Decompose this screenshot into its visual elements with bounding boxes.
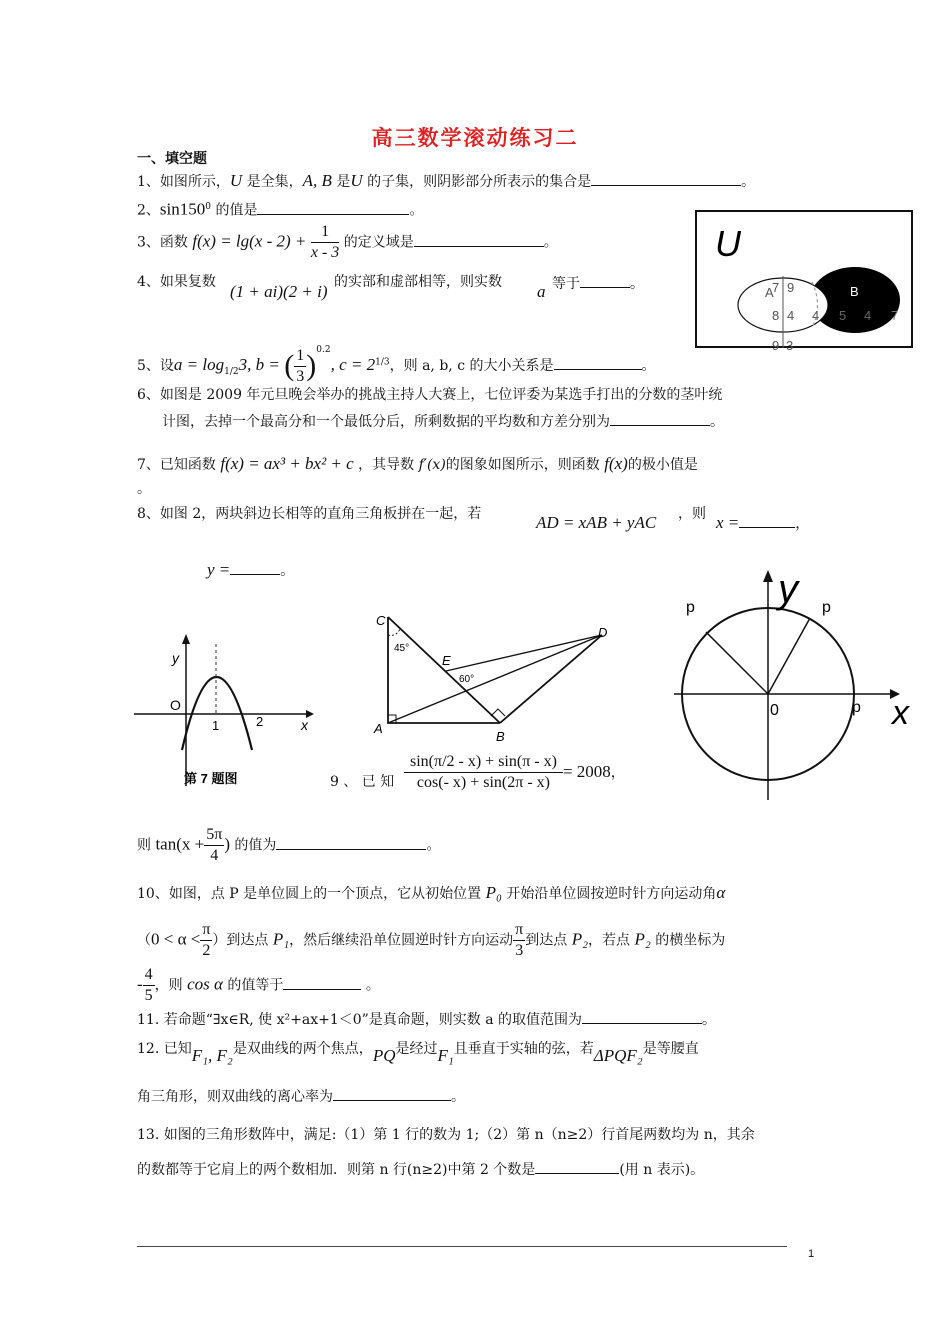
q12-triangle: ΔPQF₂ bbox=[593, 1046, 643, 1065]
q10-pnum: π bbox=[513, 920, 525, 941]
q10-alpha: α bbox=[716, 883, 726, 902]
q10-ineq: 0 < α < bbox=[151, 929, 201, 949]
q12-foci: F₁, F₂ bbox=[191, 1046, 233, 1065]
q13-line2 bbox=[137, 1158, 704, 1180]
q10-line2a: （ bbox=[137, 932, 151, 949]
q9-tan: tan(x + bbox=[155, 834, 205, 854]
q10-ineq-frac bbox=[200, 920, 212, 961]
q5-text-a: 5、设 bbox=[137, 358, 174, 374]
q13-line1: 13. 如图的三角形数阵中，满足:（1）第 1 行的数为 1;（2）第 n（n≥2）行首尾两数均为 n，其余 bbox=[137, 1127, 755, 1143]
q8-expr bbox=[536, 513, 656, 533]
q9-end: 。 bbox=[426, 837, 441, 854]
answer-blank[interactable] bbox=[610, 410, 710, 426]
q4-text-b: 的实部和虚部相等，则实数 bbox=[334, 274, 502, 290]
question-11 bbox=[137, 1008, 716, 1030]
fig8-60-label: 60° bbox=[459, 674, 475, 685]
answer-blank[interactable] bbox=[230, 559, 280, 575]
q7-text-a: 7、已知函数 bbox=[137, 457, 221, 473]
right-angle-b bbox=[491, 709, 505, 716]
q4-expr: (1 + ai)(2 + i) bbox=[230, 282, 328, 301]
leaf-5: 5 bbox=[839, 308, 847, 323]
fig8-d-label: D bbox=[598, 625, 608, 640]
q9-tan-frac bbox=[204, 825, 224, 866]
q10-neg: - bbox=[137, 974, 143, 994]
venn-b-label: B bbox=[850, 284, 859, 299]
leaf-4a: 4 bbox=[787, 308, 795, 323]
q13-line2-end: (用 n 表示)。 bbox=[619, 1162, 705, 1178]
answer-blank[interactable] bbox=[580, 272, 630, 288]
q12-text-b: 是双曲线的两个焦点， bbox=[232, 1041, 373, 1057]
q10-line2e: ，若点 bbox=[588, 932, 635, 949]
fig8-c-label: C bbox=[376, 613, 386, 628]
fig7-tick-1: 1 bbox=[212, 718, 220, 733]
hypotenuse-cb bbox=[388, 617, 500, 723]
q5-text-b: ，则 a, b, c 的大小关系是 bbox=[389, 358, 554, 374]
question-9 bbox=[330, 772, 394, 792]
q2-sup: 0 bbox=[205, 202, 211, 212]
answer-blank[interactable] bbox=[414, 231, 544, 247]
question-6 bbox=[137, 385, 722, 405]
q4-end: 。 bbox=[630, 276, 644, 292]
q8-text-b: ，则 bbox=[678, 506, 706, 522]
q4-var-a: a bbox=[537, 282, 546, 301]
q1-var-u2: U bbox=[350, 171, 363, 190]
q10-line1b: 开始沿单位圆按逆时针方向运动角 bbox=[501, 886, 717, 902]
question-12 bbox=[137, 1038, 699, 1065]
q11-text: 11. 若命题“∃x∈R, 使 x²+ax+1＜0”是真命题，则实数 a 的取值范围为 bbox=[137, 1012, 583, 1028]
q8-comma: ， bbox=[795, 516, 810, 532]
q3-den: x - 3 bbox=[310, 244, 340, 261]
answer-blank[interactable] bbox=[535, 1158, 619, 1174]
q2-text-b: 的值是 bbox=[211, 202, 258, 219]
q10-pden: 3 bbox=[515, 942, 524, 959]
radius-p2 bbox=[706, 632, 768, 694]
leaf-7: 7 bbox=[891, 308, 899, 323]
q8-then bbox=[678, 504, 706, 524]
q7-expr: f(x) = ax³ + bx² + c bbox=[220, 454, 354, 473]
question-5 bbox=[137, 340, 656, 387]
q2-text-a: 2、 bbox=[137, 202, 160, 219]
circle-p-axis-label: p bbox=[852, 699, 861, 716]
q1-text-d: 的子集，则阴影部分所表示的集合是 bbox=[362, 174, 592, 190]
q12-pq: PQ bbox=[372, 1046, 396, 1065]
radius-p1 bbox=[768, 618, 810, 694]
fig7-tick-2: 2 bbox=[256, 714, 264, 729]
answer-blank[interactable] bbox=[333, 1085, 451, 1101]
segment-ed bbox=[446, 635, 602, 671]
q1-var-u: U bbox=[229, 171, 243, 190]
q5-exp2: 1/3 bbox=[375, 357, 390, 368]
q9-eq: = 2008 bbox=[562, 762, 611, 781]
q5-paren-close: ) bbox=[306, 349, 317, 382]
question-7 bbox=[137, 454, 698, 475]
q1-text-a: 1、如图所示， bbox=[137, 174, 230, 190]
page-title: 高三数学滚动练习二 bbox=[371, 125, 579, 150]
venn-figure bbox=[695, 210, 915, 360]
q3-num: 1 bbox=[311, 222, 339, 243]
question-3 bbox=[137, 222, 558, 263]
answer-blank[interactable] bbox=[591, 170, 741, 186]
q6-line2: 计图，去掉一个最高分和一个最低分后，所剩数据的平均数和方差分别为 bbox=[162, 414, 610, 430]
q3-end: 。 bbox=[543, 234, 558, 251]
circle-y-label: y bbox=[778, 567, 798, 611]
leaf-3: 3 bbox=[786, 338, 794, 353]
question-1 bbox=[137, 170, 755, 192]
q9-tnum: 5π bbox=[204, 825, 224, 846]
q5-exp1: 0.2 bbox=[316, 345, 331, 355]
q10-pi3-frac bbox=[513, 920, 525, 961]
q7-text-d: 的极小值是 bbox=[627, 457, 698, 473]
q10-inum: π bbox=[200, 920, 212, 941]
q4-text-c: 等于 bbox=[552, 276, 580, 292]
figure-8-triangles bbox=[370, 605, 620, 745]
q11-end: 。 bbox=[702, 1012, 717, 1028]
q10-end: 。 bbox=[361, 977, 380, 994]
q2-expr: sin150 bbox=[159, 199, 206, 219]
question-4 bbox=[137, 272, 216, 292]
q10-iden: 2 bbox=[202, 942, 211, 959]
leaf-9: 9 bbox=[787, 280, 795, 295]
venn-u-label: U bbox=[715, 223, 741, 264]
q8-y-blank bbox=[207, 559, 294, 581]
q4-text-a: 4、如果复数 bbox=[137, 274, 216, 290]
q8-vector-eq: AD = xAB + yAC bbox=[536, 513, 657, 532]
q1-text-b: 是全集， bbox=[242, 174, 303, 190]
question-2 bbox=[137, 197, 423, 221]
q9-comma: ， bbox=[610, 765, 625, 781]
q1-end: 。 bbox=[741, 174, 756, 190]
q10-line2 bbox=[137, 920, 725, 961]
y-axis-arrow bbox=[763, 570, 773, 582]
q4-rest bbox=[334, 272, 502, 292]
answer-blank[interactable] bbox=[582, 1008, 702, 1024]
fig7-y-label: y bbox=[172, 650, 179, 666]
stem-7: 7 bbox=[772, 280, 780, 295]
q10-p2: P₂ bbox=[571, 929, 588, 949]
q5-expr1: a = log bbox=[173, 355, 225, 374]
q10-line2c: ，然后继续沿单位圆逆时针方向运动 bbox=[289, 932, 514, 949]
q12-text-a: 12. 已知 bbox=[137, 1041, 192, 1057]
q10-line3b: 的值等于 bbox=[222, 977, 284, 994]
page-number: 1 bbox=[808, 1248, 815, 1260]
q7-text-b: ，其导数 bbox=[353, 457, 419, 473]
section-heading: 一、填空题 bbox=[137, 151, 207, 167]
fig7-caption: 第 7 题图 bbox=[184, 771, 238, 786]
q1-text-c: 是 bbox=[331, 174, 351, 190]
q9-tclose: ) bbox=[224, 834, 230, 854]
q9-tden: 4 bbox=[210, 847, 219, 864]
q9-text-a: 9 、 已 知 bbox=[330, 774, 395, 790]
unit-circle-figure bbox=[670, 560, 930, 805]
question-8 bbox=[137, 504, 481, 524]
q5-den: 3 bbox=[296, 367, 305, 385]
q10-line2b: ）到达点 bbox=[212, 932, 273, 949]
circle-p-left-label: p bbox=[686, 599, 695, 616]
footer-rule bbox=[137, 1246, 787, 1247]
q4-var bbox=[537, 282, 546, 302]
question-10 bbox=[137, 883, 725, 904]
q5-fraction bbox=[294, 346, 306, 387]
y-axis-arrow bbox=[182, 634, 190, 644]
question-13 bbox=[137, 1125, 755, 1145]
q4-rest2 bbox=[552, 272, 644, 294]
q7-fx: f(x) bbox=[604, 454, 628, 473]
q10-p2b: P₂ bbox=[634, 929, 651, 949]
figure-7-graph bbox=[134, 630, 324, 790]
answer-blank[interactable] bbox=[739, 512, 795, 528]
q10-p1: P₁ bbox=[272, 929, 290, 949]
q7-deriv: f′(x) bbox=[418, 457, 446, 473]
side-bd bbox=[500, 635, 602, 723]
answer-blank[interactable] bbox=[257, 199, 409, 215]
question-6-line2 bbox=[162, 410, 724, 432]
q3-text-a: 3、函数 bbox=[137, 234, 193, 251]
q12-text-c: 是经过 bbox=[395, 1041, 438, 1057]
q10-p0: P₀ bbox=[485, 883, 502, 902]
fig7-x-label: x bbox=[301, 717, 308, 733]
q10-fden: 5 bbox=[144, 987, 153, 1004]
q10-line2d: 到达点 bbox=[525, 932, 572, 949]
q9-fraction bbox=[404, 752, 625, 793]
q5-end: 。 bbox=[641, 358, 656, 374]
q12-line2 bbox=[137, 1085, 465, 1107]
stem-9: 9 bbox=[772, 338, 780, 353]
fig8-b-label: B bbox=[496, 729, 505, 744]
q13-line2-text: 的数都等于它肩上的两个数相加．则第 n 行(n≥2)中第 2 个数是 bbox=[137, 1162, 536, 1178]
q3-expr: f(x) = lg(x - 2) + bbox=[192, 231, 307, 251]
q8-end: 。 bbox=[280, 563, 295, 579]
q3-fraction bbox=[311, 222, 339, 263]
fig8-45-label: 45° bbox=[394, 643, 410, 654]
q7-text-c: 的图象如图所示，则函数 bbox=[445, 457, 605, 473]
leaf-4b: 4 bbox=[812, 308, 820, 323]
venn-a-label: A bbox=[765, 285, 774, 300]
q10-line3-text: ，则 bbox=[154, 977, 188, 994]
fig8-e-label: E bbox=[442, 653, 451, 668]
q5-expr3: , c = 2 bbox=[330, 355, 376, 374]
q12-text-e: 是等腰直 bbox=[642, 1041, 699, 1057]
angle-45-arc bbox=[388, 629, 400, 635]
q6-end: 。 bbox=[710, 414, 724, 430]
q5-paren-open: ( bbox=[284, 349, 295, 382]
q5-expr2: 3, b = bbox=[238, 355, 280, 374]
q12-end: 。 bbox=[451, 1089, 465, 1105]
q8-x-blank bbox=[716, 512, 809, 534]
stem-8: 8 bbox=[772, 308, 780, 323]
circle-p-right-label: p bbox=[822, 599, 831, 616]
q9-line2 bbox=[137, 825, 440, 866]
q3-text-b: 的定义域是 bbox=[339, 234, 414, 251]
q12-f1: F₁ bbox=[437, 1046, 454, 1065]
fig8-a-label: A bbox=[374, 721, 383, 736]
q10-fnum: 4 bbox=[143, 965, 155, 986]
q8-text-a: 8、如图 2，两块斜边长相等的直角三角板拼在一起，若 bbox=[137, 506, 482, 522]
answer-blank[interactable] bbox=[554, 354, 642, 370]
q7-line2: 。 bbox=[137, 481, 151, 497]
q12-line2-text: 角三角形，则双曲线的离心率为 bbox=[137, 1089, 333, 1105]
q10-line2f: 的横坐标为 bbox=[650, 932, 726, 949]
q10-line1a: 10、如图，点 P 是单位圆上的一个顶点，它从初始位置 bbox=[137, 886, 486, 902]
q10-cos: cos α bbox=[187, 974, 223, 994]
leaf-4c: 4 bbox=[864, 308, 872, 323]
q1-var-ab: A, B bbox=[302, 171, 332, 190]
q4-expression bbox=[230, 282, 328, 302]
q10-line3 bbox=[137, 965, 380, 1006]
q9-frac bbox=[404, 752, 563, 793]
q9-line2b: 的值为 bbox=[229, 837, 277, 854]
answer-blank[interactable] bbox=[283, 974, 361, 990]
q10-45-frac bbox=[143, 965, 155, 1006]
circle-origin-label: 0 bbox=[770, 702, 779, 719]
q9-line2a: 则 bbox=[137, 837, 156, 854]
fig7-origin-label: O bbox=[170, 697, 181, 713]
q9-den: cos(- x) + sin(2π - x) bbox=[416, 774, 550, 791]
circle-x-label: x bbox=[892, 694, 909, 732]
q8-y: y = bbox=[207, 560, 231, 579]
q5-num: 1 bbox=[294, 346, 306, 367]
q2-end: 。 bbox=[409, 202, 424, 219]
answer-blank[interactable] bbox=[276, 834, 426, 850]
q8-x: x = bbox=[716, 513, 740, 532]
q5-log-base: 1/2 bbox=[224, 366, 239, 377]
q6-line1: 6、如图是 2009 年元旦晚会举办的挑战主持人大赛上，七位评委为某选手打出的分数的茎叶统 bbox=[137, 387, 723, 403]
q9-num: sin(π/2 - x) + sin(π - x) bbox=[404, 752, 563, 773]
q12-text-d: 且垂直于实轴的弦，若 bbox=[453, 1041, 594, 1057]
